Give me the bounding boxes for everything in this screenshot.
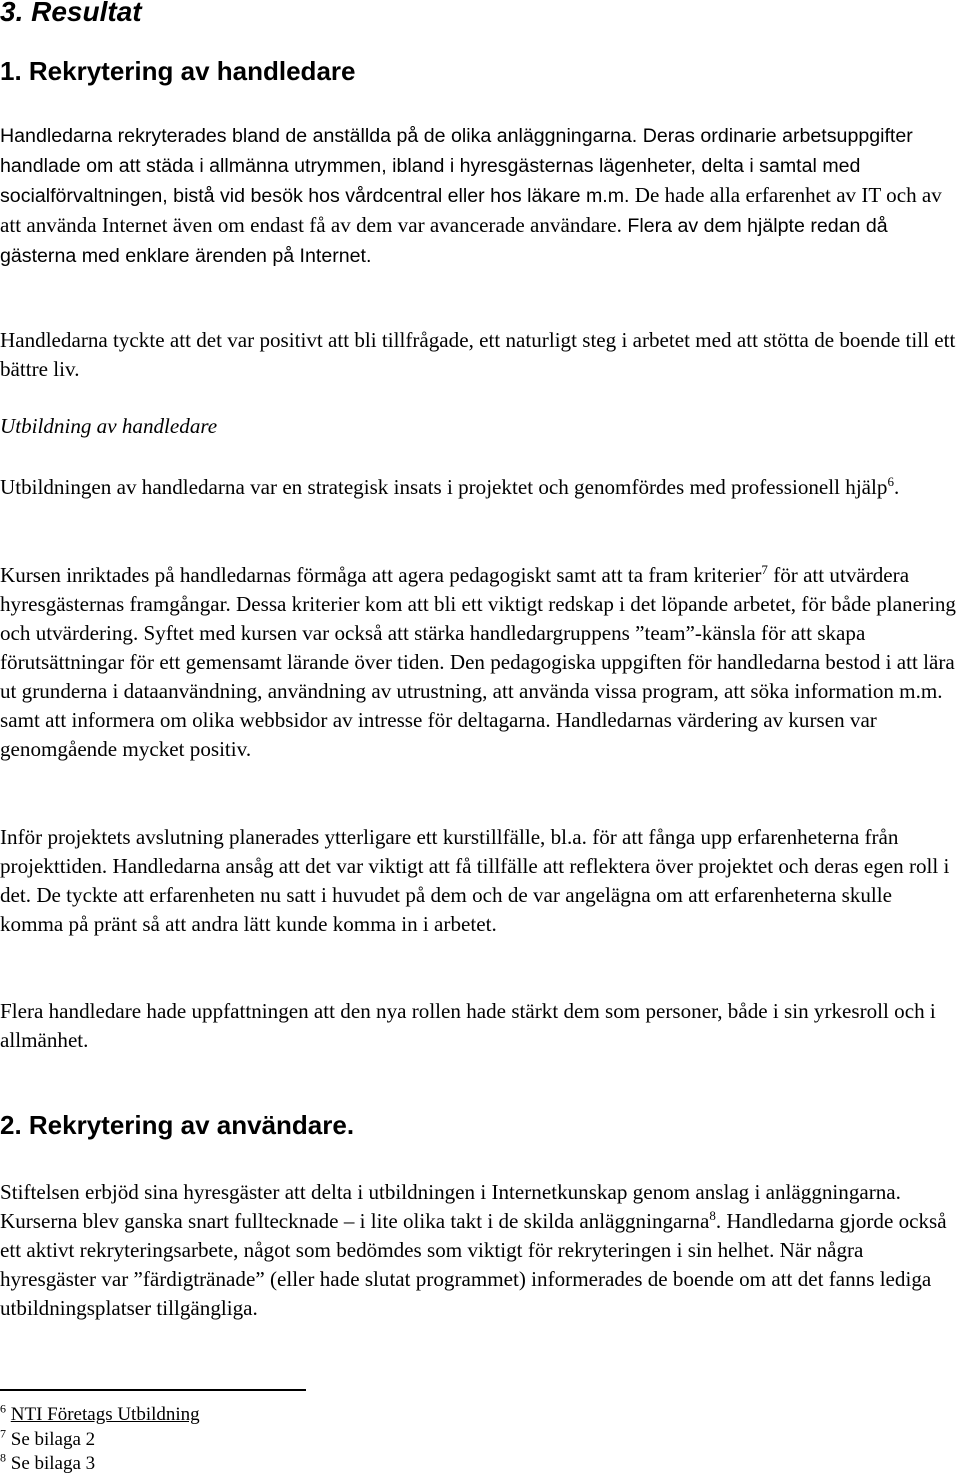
paragraph-kursen <box>0 561 960 764</box>
paragraph-text: för att utvärdera hyresgästernas framgångar. Dessa kriterier kom att bli ett viktigt redskap i det löpande arbetet, för både planering och utvärdering. Syftet med kursen var också att stärka handledargruppens ”team”-känsla för att skapa förutsättningar för ett gemensamt lärande över tiden. Den pedagogiska uppgiften för handledarna bestod i att lära ut grunderna i dataanvändning, användning av utrustning, att använda vissa program, att söka information m.m. samt att informera om olika webbsidor av intresse för deltagarna. Handledarnas värdering av kursen var genomgående mycket positiv. <box>0 563 956 761</box>
footnote-ref-7[interactable]: 7 <box>761 561 768 577</box>
footnote-number: 7 <box>0 1426 6 1441</box>
footnote-text: Se bilaga 2 <box>10 1429 96 1450</box>
paragraph-text: . Handledarna gjorde också ett aktivt rekryteringsarbete, något som bedömdes som viktigt för rekryteringen i sin helhet. När några hyresgäster var ”färdigtränade” (eller hade slutat programmet) informerades de boende om att det fanns lediga utbildningsplatser tillgängliga. <box>0 1209 947 1320</box>
section-title: 3. Resultat <box>0 0 142 27</box>
footnote-divider <box>0 1389 306 1391</box>
paragraph-text: Utbildningen av handledarna var en strategisk insats i projektet och genomfördes med professionell hjälp <box>0 475 888 499</box>
heading-rekrytering-anvandare: 2. Rekrytering av användare. <box>0 1110 355 1140</box>
paragraph-text: Handledarna rekryterades bland de anställda på de olika anläggningarna. Deras ordinarie arbetsuppgifter handlade om att städa i allmänna utrymmen, ibland i hyresgästernas lägenheter, delta i samtal med socialförvaltningen, bistå vid besök hos vårdcentral eller hos läkare m.m. <box>0 125 913 207</box>
footnote-8 <box>0 1452 95 1476</box>
paragraph-text: Stiftelsen erbjöd sina hyresgäster att delta i utbildningen i Internetkunskap genom anslag i anläggningarna. Kurserna blev ganska snart fulltecknade – i lite olika takt i de skilda anläggningarna <box>0 1180 901 1233</box>
paragraph-text: Kursen inriktades på handledarnas förmåga att agera pedagogiskt samt att ta fram kriterier <box>0 563 762 587</box>
footnote-7 <box>0 1428 95 1452</box>
footnote-text: Se bilaga 3 <box>10 1453 96 1474</box>
paragraph-anvandare <box>0 1178 960 1323</box>
paragraph-nya-rollen: Flera handledare hade uppfattningen att den nya rollen hade stärkt dem som personer, både i sin yrkesroll och i allmänhet. <box>0 999 936 1052</box>
paragraph-avslutning: Inför projektets avslutning planerades ytterligare ett kurstillfälle, bl.a. för att fånga upp erfarenheterna från projekttiden. Handledarna ansåg att det var viktigt att få tillfälle att reflektera över projektet och deras egen roll i det. De tyckte att erfarenheten nu satt i huvudet på dem och de var angelägna om att erfarenheterna skulle komma på pränt så att andra lätt kunde komma in i arbetet. <box>0 825 950 936</box>
paragraph-utbildning <box>0 473 960 502</box>
subheading-utbildning: Utbildning av handledare <box>0 414 218 438</box>
paragraph-handledare-intro <box>0 121 960 271</box>
paragraph-text: . <box>893 475 900 499</box>
footnote-ref-8[interactable]: 8 <box>709 1207 716 1223</box>
footnote-link[interactable]: NTI Företags Utbildning <box>10 1404 200 1425</box>
footnote-number: 8 <box>0 1450 6 1465</box>
paragraph-handledare-positivt: Handledarna tyckte att det var positivt att bli tillfrågade, ett naturligt steg i arbetet med att stötta de boende till ett bättre liv. <box>0 328 956 381</box>
footnote-number: 6 <box>0 1401 6 1416</box>
heading-rekrytering-handledare: 1. Rekrytering av handledare <box>0 56 356 86</box>
paragraph-text: De hade alla erfarenhet av IT och av att använda Internet även om endast få av dem var avancerade användare. <box>0 183 942 237</box>
footnote-ref-6[interactable]: 6 <box>887 473 894 489</box>
paragraph-text: Flera av dem hjälpte redan då gästerna med enklare ärenden på Internet. <box>0 215 888 267</box>
footnote-6 <box>0 1403 200 1427</box>
